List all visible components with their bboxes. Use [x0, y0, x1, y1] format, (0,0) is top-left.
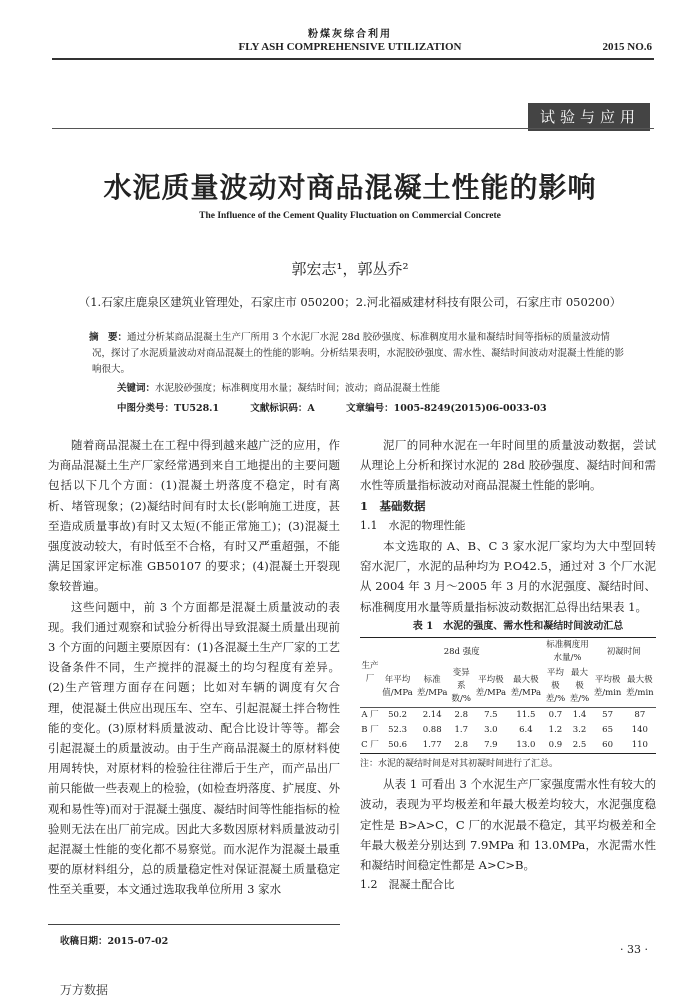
- left-column: [48, 435, 340, 900]
- table-cell: 3.2: [572, 725, 587, 736]
- table-cell: 87: [634, 710, 646, 721]
- table-cell: 0.9: [548, 740, 563, 751]
- table-cell: 1.2: [548, 725, 563, 736]
- table-cell: 50.2: [388, 710, 407, 721]
- article-title-en: The Influence of the Cement Quality Fluctuation on Commercial Concrete: [199, 211, 501, 221]
- table-header: 变异系数/%: [451, 668, 471, 705]
- table-caption: 表 1 水泥的强度、需水性和凝结时间波动汇总: [412, 620, 624, 632]
- table-cell: B 厂: [361, 725, 379, 736]
- table-header: 28d 强度: [443, 646, 480, 657]
- table-header: 标准差/MPa: [416, 674, 448, 698]
- issue-number: 2015 NO.6: [602, 41, 652, 53]
- table-cell: 6.4: [519, 725, 533, 736]
- keywords-label: 关键词：: [117, 383, 156, 394]
- table-cell: 2.5: [572, 740, 587, 751]
- right-column: [360, 435, 656, 895]
- abstract-text: 通过分析某商品混凝土生产厂所用 3 个水泥厂水泥 28d 胶砂强度、标准稠度用水量和凝结时间等指标的质量波动情况，探讨了水泥质量波动对商品混凝土的性能的影响。分析结果表明，水泥胶砂强度、需水性、凝结时间波动对混凝土性能的影响很大。: [92, 332, 625, 375]
- journal-title-cn: 粉煤灰综合利用: [308, 29, 392, 40]
- document-code: 文献标识码：A: [250, 403, 315, 414]
- data-table: [360, 637, 656, 754]
- table-cell: 0.7: [548, 710, 563, 721]
- table-row: [360, 738, 656, 754]
- table-header: 生产厂: [360, 638, 380, 708]
- page-number: · 33 ·: [620, 943, 648, 956]
- table-row: [360, 708, 656, 724]
- subsection-heading: 1.1 水泥的物理性能: [360, 518, 466, 532]
- table-header: 最大极差/%: [569, 668, 590, 705]
- table-cell: 2.8: [454, 710, 469, 721]
- authors: 郭宏志¹，郭丛乔²: [291, 260, 409, 278]
- footnote-rule: [48, 924, 340, 925]
- table-cell: 60: [602, 740, 613, 751]
- section-rule: [52, 128, 654, 129]
- affiliation: （1.石家庄鹿泉区建筑业管理处，石家庄市 050200；2.河北福威建材科技有限公司，石家庄市 050200）: [78, 295, 622, 309]
- paragraph: 本文选取的 A、B、C 3 家水泥厂家均为大中型回转窑水泥厂，水泥的品种均为 P.O42.5，通过对 3 个厂水泥从 2004 年 3 月～2005 年 3 月的水泥强度、凝结时间、标准稠度用水量等质量指标波动数据汇总得出结果表 1。: [360, 539, 656, 614]
- table-cell: 65: [602, 725, 613, 736]
- table-cell: 2.14: [422, 710, 442, 721]
- keywords: [117, 381, 627, 397]
- table-cell: 1.7: [454, 725, 469, 736]
- table-header: 最大极差/MPa: [510, 674, 542, 698]
- table-cell: 1.4: [572, 710, 587, 721]
- table-header: 年平均值/MPa: [382, 674, 413, 698]
- paragraph: 从表 1 可看出 3 个水泥生产厂家强度需水性有较大的波动，表现为平均极差和年最大极差均较大，水泥强度稳定性是 B>A>C，C 厂的水泥最不稳定，其平均极差和全年最大极差分别达到 7.9MPa 和 13.0MPa，水泥需水性和凝结时间稳定性都是 A>C>B。: [360, 777, 656, 873]
- table-cell: 1.77: [422, 740, 442, 751]
- section-tag: 试验与应用: [528, 103, 650, 131]
- keywords-text: 水泥胶砂强度；标准稠度用水量；凝结时间；波动；商品混凝土性能: [155, 383, 441, 394]
- table-cell: 3.0: [484, 725, 498, 736]
- article-number: 文章编号：1005-8249(2015)06-0033-03: [346, 403, 547, 414]
- table-header: 标准稠度用水量/%: [546, 640, 589, 664]
- table-header: 平均极差/MPa: [475, 674, 507, 698]
- table-cell: 140: [631, 725, 648, 736]
- table-row: [360, 723, 656, 738]
- table-cell: 11.5: [516, 710, 536, 721]
- table-cell: 7.9: [484, 740, 498, 751]
- class-number: 中图分类号：TU528.1: [117, 403, 220, 414]
- table-header: 初凝时间: [606, 646, 641, 657]
- watermark: 万方数据: [60, 983, 109, 997]
- table-cell: 50.6: [388, 740, 407, 751]
- table-cell: 110: [631, 740, 648, 751]
- section-heading: 1 基础数据: [360, 498, 426, 513]
- table-cell: 2.8: [454, 740, 469, 751]
- journal-title-en: FLY ASH COMPREHENSIVE UTILIZATION: [238, 41, 462, 53]
- table-cell: 7.5: [484, 710, 498, 721]
- table-header: 平均极差/min: [593, 674, 622, 698]
- header-rule: [52, 58, 654, 60]
- paragraph: 这些问题中，前 3 个方面都是混凝土质量波动的表现。我们通过观察和试验分析得出导致混凝土质量出现前 3 个方面的问题主要原因有：(1)各混凝土生产厂家的工艺设备条件不同，生产搅拌的混凝土的均匀程度有差异。(2)生产管理方面存在问题；比如对车辆的调度有欠合理，使混凝土供应出现压车、空车、引起混凝土拌合物性能的变化。(3)原材料质量波动、配合比设计等等。都会引起混凝土的质量波动。由于生产商品混凝土的原材料使用周转快，对原材料的检验往往滞后于生产，而产品出厂前只能做一些表观上的检验，(如检查坍落度、扩展度、外观和易性等)而对于混凝土强度、凝结时间等性能指标的检验则无法在出厂前完成。因此大多数因原材料质量波动引起混凝土性能的变化都不易察觉。而水泥作为混凝土最重要的原材料组分，总的质量稳定性对保证混凝土质量稳定性至关重要，本文通过选取我单位所用 3 家水: [48, 599, 340, 897]
- abstract-label: 摘 要：: [89, 332, 128, 343]
- table-note: 注：水泥的凝结时间是对其初凝时间进行了汇总。: [360, 759, 559, 770]
- abstract: [89, 330, 627, 378]
- table-cell: 52.3: [388, 725, 407, 736]
- table-cell: A 厂: [361, 710, 379, 721]
- classification-line: [117, 400, 627, 414]
- table-cell: 0.88: [422, 725, 442, 736]
- received-date: 收稿日期：2015-07-02: [60, 936, 169, 947]
- paragraph: 随着商品混凝土在工程中得到越来越广泛的应用，作为商品混凝土生产厂家经常遇到来自工地提出的主要问题包括以下几个方面：(1)混凝土坍落度不稳定，时有离析、堵管现象；(2)凝结时间有时太长(影响施工进度，甚至造成质量事故)有时又太短(不能正常施工)；(3)混凝土强度波动较大，有时低至不合格，有时又严重超强，不能满足国家评定标准 GB50107 的要求；(4)混凝土开裂现象较普遍。: [48, 438, 340, 594]
- table-header: 平均极差/%: [545, 668, 566, 705]
- subsection-heading: 1.2 混凝土配合比: [360, 878, 455, 892]
- table-header: 最大极差/min: [626, 674, 654, 698]
- paragraph: 泥厂的同种水泥在一年时间里的质量波动数据，尝试从理论上分析和探讨水泥的 28d 胶砂强度、凝结时间和需水性等质量指标波动对商品混凝土性能的影响。: [360, 438, 656, 493]
- table-cell: 13.0: [516, 740, 536, 751]
- article-title: 水泥质量波动对商品混凝土性能的影响: [103, 171, 597, 204]
- table-cell: 57: [602, 710, 613, 721]
- table-cell: C 厂: [361, 740, 379, 751]
